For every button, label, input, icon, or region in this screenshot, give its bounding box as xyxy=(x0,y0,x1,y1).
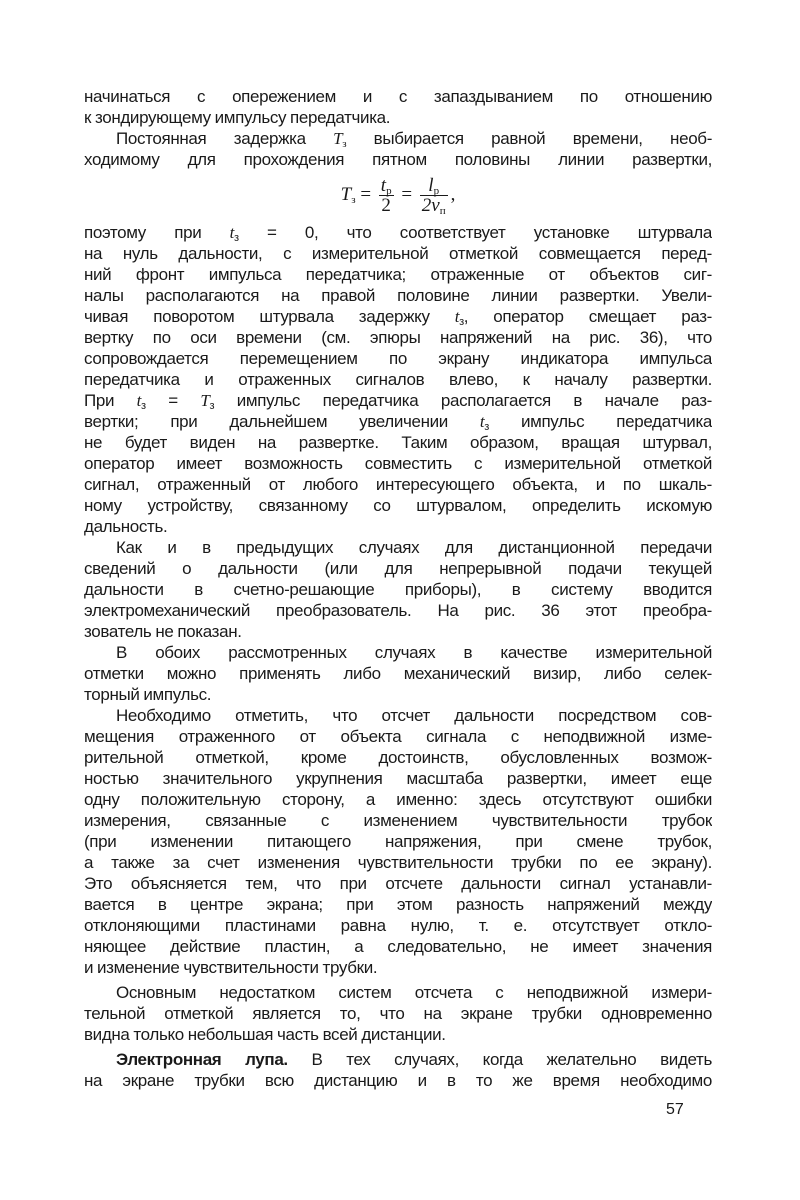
text-line: на экране трубки всю дистанцию и в то же время необходимо xyxy=(84,1071,712,1090)
text-line: оператор имеет возможность совместить с измерительной отметкой xyxy=(84,454,712,473)
fraction: $\frac{t_р}{2}$ xyxy=(380,175,392,217)
fraction: $\frac{l_р}{2v_п}$ xyxy=(421,175,446,218)
page-number: 57 xyxy=(666,1101,684,1118)
text-line: рительной отметкой, кроме достоинств, обусловленных возмож- xyxy=(84,748,712,767)
paragraph-start: В обоих рассмотренных случаях в качестве измерительной xyxy=(116,643,712,662)
text-line: сопровождается перемещением по экрану индикатора импульса xyxy=(84,349,712,368)
text-line: Это объясняется тем, что при отсчете дальности сигнал устанавли- xyxy=(84,874,712,893)
text-line: поэтому при $t_з = 0$, что соответствует установке штурвала xyxy=(84,223,712,243)
text-line: электромеханический преобразователь. На рис. 36 этот преобра- xyxy=(84,601,712,620)
text-line: и изменение чувствительности трубки. xyxy=(84,958,378,977)
paragraph-start: Основным недостатком систем отсчета с неподвижной измери- xyxy=(116,983,712,1002)
book-page-text xyxy=(84,86,712,1091)
text-line: дальности в счетно-решающие приборы), в систему вводится xyxy=(84,580,712,599)
text-line: измерения, связанные с изменением чувствительности трубок xyxy=(84,811,712,830)
text-line: налы располагаются на правой половине линии развертки. Увели- xyxy=(84,286,712,305)
text-line: зователь не показан. xyxy=(84,622,242,641)
text-line: не будет виден на развертке. Таким образом, вращая штурвал, xyxy=(84,433,712,452)
paragraph-start: Постоянная задержка $T_з$ выбирается равной времени, необ- xyxy=(116,129,712,149)
text-line: ностью значительного укрупнения масштаба развертки, имеет еще xyxy=(84,769,712,788)
text-line: видна только небольшая часть всей дистанции. xyxy=(84,1025,446,1044)
text-line: тельной отметкой является то, что на экране трубки одновременно xyxy=(84,1004,712,1023)
text-line: (при изменении питающего напряжения, при смене трубок, xyxy=(84,832,712,851)
text-line: ний фронт импульса передатчика; отраженные от объектов сиг- xyxy=(84,265,712,284)
math-symbol: $T_з$ xyxy=(333,129,347,149)
text-line: вертки; при дальнейшем увеличении $t_з$ импульс передатчика xyxy=(84,412,712,432)
paragraph-start: Как и в предыдущих случаях для дистанционной передачи xyxy=(116,538,712,557)
text-line: При $t_з = T_з$ импульс передатчика располагается в начале раз- xyxy=(84,391,712,411)
text-line: а также за счет изменения чувствительности трубки по ее экрану). xyxy=(84,853,712,872)
run-in-heading: Электронная лупа. xyxy=(116,1050,288,1069)
text-line: чивая поворотом штурвала задержку $t_з$, оператор смещает раз- xyxy=(84,307,712,327)
text-line: начинаться с опережением и с запаздыванием по отношению xyxy=(84,87,712,106)
paragraph-start: Необходимо отметить, что отсчет дальности посредством сов- xyxy=(116,706,712,725)
text-line: отметки можно применять либо механический визир, либо селек- xyxy=(84,664,712,683)
text-line: сведений о дальности (или для непрерывной подачи текущей xyxy=(84,559,712,578)
formula: $T_з$ = $\frac{t_р}{2}$ = $\frac{l_р}{2v_п}$ , xyxy=(340,175,456,218)
text-line: мещения отраженного от объекта сигнала с неподвижной изме- xyxy=(84,727,712,746)
section-heading-line: Электронная лупа. В тех случаях, когда желательно видеть xyxy=(116,1050,712,1069)
text-line: одну положительную сторону, а именно: здесь отсутствуют ошибки xyxy=(84,790,712,809)
text-line: ному устройству, связанному со штурвалом, определить искомую xyxy=(84,496,712,515)
text-line: вертку по оси времени (см. эпюры напряжений на рис. 36), что xyxy=(84,328,712,347)
text-line: дальность. xyxy=(84,517,168,536)
text-line: торный импульс. xyxy=(84,685,212,704)
text-line: вается в центре экрана; при этом разность напряжений между xyxy=(84,895,712,914)
text-line: передатчика и отраженных сигналов влево, к началу развертки. xyxy=(84,370,712,389)
text-line: к зондирующему импульсу передатчика. xyxy=(84,108,391,127)
text-line: на нуль дальности, с измерительной отметкой совмещается перед- xyxy=(84,244,712,263)
text-line: сигнал, отраженный от любого интересующего объекта, и по шкаль- xyxy=(84,475,712,494)
text-line: няющее действие пластин, а следовательно, не имеет значения xyxy=(84,937,712,956)
text-line: ходимому для прохождения пятном половины линии развертки, xyxy=(84,150,712,169)
text-line: отклоняющими пластинами равна нулю, т. е. отсутствует откло- xyxy=(84,916,712,935)
